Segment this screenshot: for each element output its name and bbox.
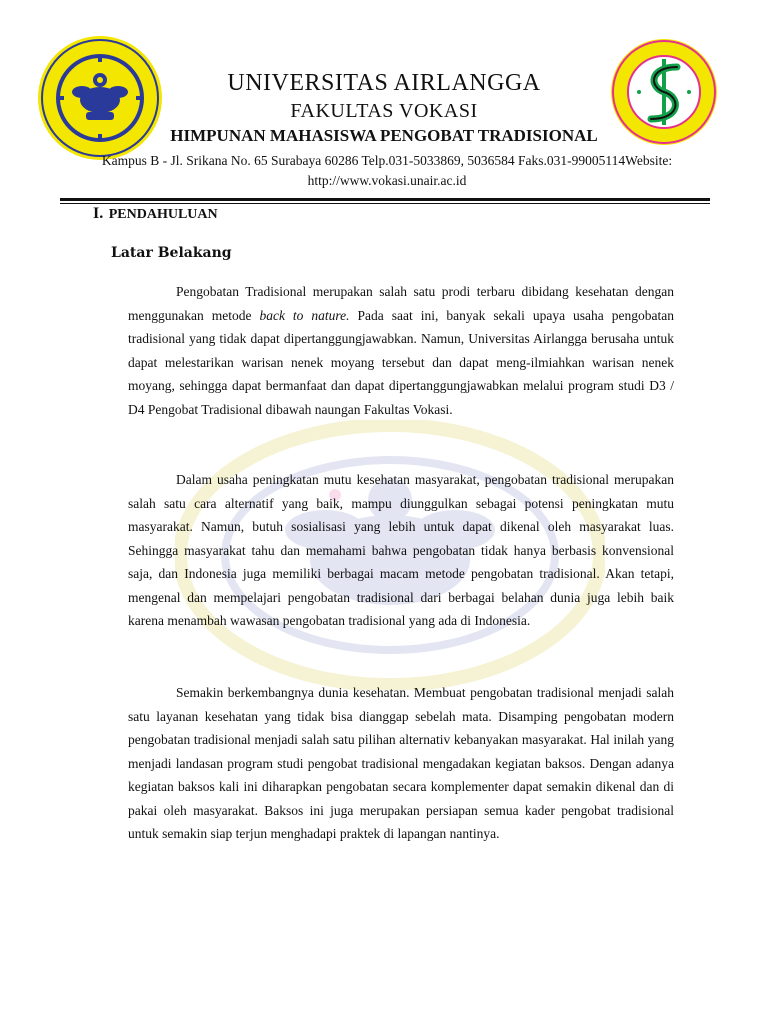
association-name: HIMPUNAN MAHASISWA PENGOBAT TRADISIONAL (170, 126, 598, 145)
paragraph-1 (128, 280, 674, 421)
paragraph-1-text-b: Pada saat ini, banyak sekali upaya usaha pengobatan tradisional yang tidak dapat dipertanggungjawabkan. Namun, Universitas Airlangga berusaha untuk dapat melestarikan warisan nenek moyang tersebut dan dapat meng-ilmiahkan warisan nenek moyang, sehingga dapat bermanfaat dan dapat dipertanggungjawabkan melalui program studi D3 / D4 Pengobat Tradisional dibawah naungan Fakultas Vokasi. (128, 307, 675, 417)
address-line: Kampus B - Jl. Srikana No. 65 Surabaya 60286 Telp.031-5033869, 5036584 Faks.031-99005114Website: http://www.vokasi.unair.ac.id (101, 153, 673, 188)
header-divider (60, 198, 710, 201)
section-number: I. (93, 205, 104, 222)
section-title: PENDAHULUAN (108, 207, 218, 222)
paragraph-1-text-a: Pengobatan Tradisional merupakan salah satu prodi terbaru dibidang kesehatan dengan menggunakan metode (128, 284, 674, 323)
paragraph-1-italic: back to nature. (259, 307, 350, 323)
header-divider-thin (60, 203, 710, 204)
section-heading (93, 205, 218, 223)
subsection-heading: Latar Belakang (111, 245, 232, 261)
faculty-name: FAKULTAS VOKASI (290, 100, 478, 122)
paragraph-2-text: Dalam usaha peningkatan mutu kesehatan masyarakat, pengobatan tradisional merupakan salah satu cara alternatif yang baik, mampu diunggulkan sebagai potensi peningkatan mutu masyarakat. Namun, butuh sosialisasi yang lebih untuk dapat dikenal oleh masyarakat luas. Sehingga masyarakat tahu dan memahami bahwa pengobatan tidak hanya berbasis konvensional saja, dan Indonesia juga memiliki berbagai macam metode pengobatan tradisional. Akan tetapi, mengenal dan mempelajari pengobatan tradisional dari berbagai belahan dunia juga lebih baik karena menambah wawasan pengobatan tradisional yang ada di Indonesia. (128, 472, 674, 628)
university-name: UNIVERSITAS AIRLANGGA (227, 70, 541, 96)
paragraph-2 (128, 468, 674, 633)
paragraph-3 (128, 681, 674, 846)
paragraph-3-text: Semakin berkembangnya dunia kesehatan. Membuat pengobatan tradisional menjadi salah satu layanan kesehatan yang tidak bisa dianggap sebelah mata. Disamping pengobatan modern pengobatan tradisional menjadi salah satu pilihan alternativ kebanyakan masyarakat. Hal inilah yang menjadi landasan program studi pengobat tradisional mengadakan kegiatan baksos. Dengan adanya kegiatan baksos kali ini diharapkan pengobatan secara komplementer dapat semakin dikenal dan di pakai oleh masyarakat. Baksos ini juga merupakan persiapan semua kader pengobat tradisional untuk semakin siap terjun menghadapi praktek di lapangan nantinya. (128, 685, 674, 841)
